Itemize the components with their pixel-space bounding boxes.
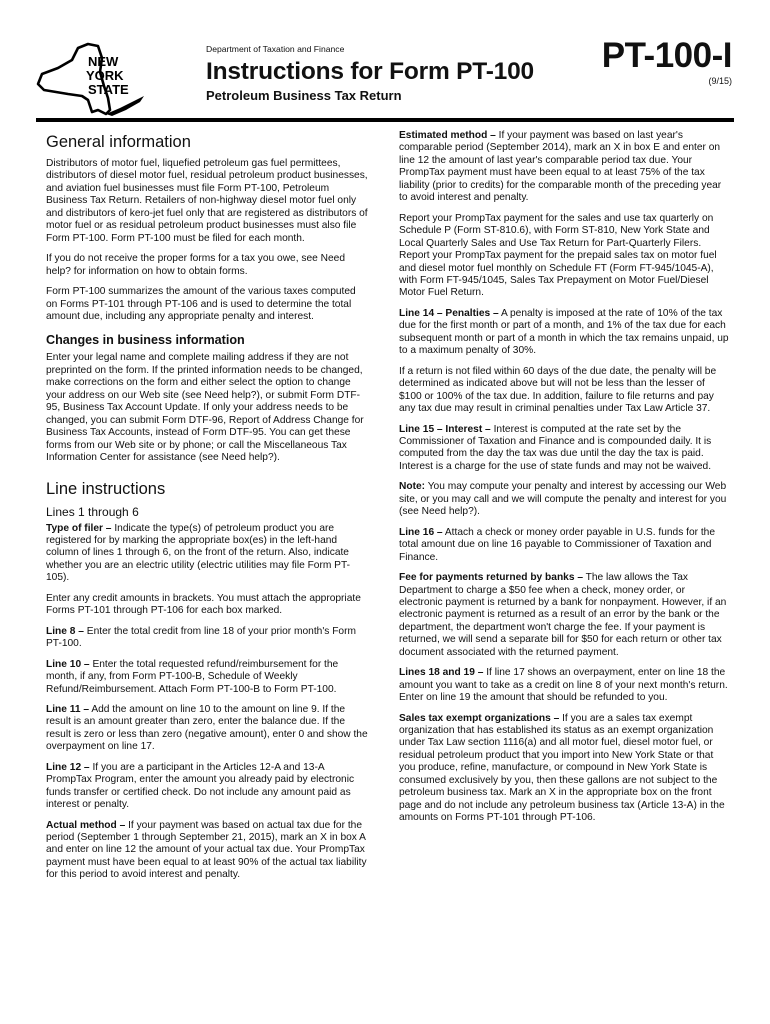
right-column bbox=[399, 130, 729, 833]
line-12-paragraph bbox=[46, 762, 368, 812]
exempt-organizations-label: Sales tax exempt organizations – bbox=[399, 712, 560, 724]
lines-18-19-label: Lines 18 and 19 – bbox=[399, 667, 484, 679]
general-info-paragraph-3: Form PT-100 summarizes the amount of the various taxes computed on Forms PT-101 through PT-106 and is used to determine the total amount due, including any appropriate penalty and interest. bbox=[46, 286, 356, 322]
header-divider bbox=[36, 118, 734, 122]
note-label: Note: bbox=[399, 481, 426, 493]
returned-payment-fee-paragraph bbox=[399, 572, 729, 659]
line-16-label: Line 16 – bbox=[399, 526, 443, 538]
logo-text-state: STATE bbox=[88, 82, 129, 97]
returned-payment-fee-text: The law allows the Tax Department to charge a $50 fee when a check, money order, or electronic payment is returned by a bank for nonpayment. However, if an electronic payment is returned as a result of an error by the bank or the department, the department won't charge the fee. If your payment is returned, we will send a separate bill for $50 for each return or other tax document associated with the returned payment. bbox=[399, 572, 727, 658]
line-14-text: A penalty is imposed at the rate of 10% of the tax due for the first month or part of a month, and 1% of the tax due for each subsequent month or part of a month in which the tax remains unpaid, up to a maximum penalty of 30%. bbox=[399, 307, 729, 357]
line-15-paragraph bbox=[399, 424, 729, 474]
line-8-paragraph bbox=[46, 626, 368, 651]
department-name: Department of Taxation and Finance bbox=[206, 44, 345, 54]
line-8-text: Enter the total credit from line 18 of your prior month's Form PT-100. bbox=[46, 625, 356, 650]
estimated-method-text: If your payment was based on last year's comparable period (September 2014), mark an X in box E and enter on line 12 the amount of last year's comparable period tax due. Your PrompTax payment must have been equal to at least 75% of the tax liability (prior to credits) for the comparable month of the preceding year to avoid interest and penalty. bbox=[399, 130, 722, 204]
page-title: Instructions for Form PT-100 bbox=[206, 58, 534, 85]
line-11-text: Add the amount on line 10 to the amount on line 9. If the result is an amount greater than zero, enter the balance due. If the result is zero or less than zero (negative amount), enter 0 and show the overpayment on line 17. bbox=[46, 703, 368, 753]
estimated-method-label: Estimated method – bbox=[399, 130, 496, 141]
line-14-label: Line 14 – Penalties – bbox=[399, 307, 499, 319]
line-16-text: Attach a check or money order payable in U.S. funds for the total amount due on line 16 payable to Commissioner of Taxation and Finance. bbox=[399, 526, 716, 563]
general-info-paragraph-1: Distributors of motor fuel, liquefied petroleum gas fuel permittees, distributors of diesel motor fuel, residual petroleum product businesses, and aviation fuel businesses must file Form PT-100, Petroleum Business Tax Return. Retailers of non-highway diesel motor fuel only and distributors of kero-jet fuel only that are registered as distributors of motor fuel or as residual petroleum product businesses must also file Form PT-100. Form PT-100 must be filed for each month. bbox=[46, 158, 368, 244]
actual-method-text: If your payment was based on actual tax due for the period (September 1 through September 21, 2015), mark an X in box A and enter on line 12 the amount of your actual tax due. Your PrompTax payment must have been equal to at least 90% of the actual tax liability for this period to avoid interest and penalty. bbox=[46, 819, 367, 881]
exempt-organizations-text: If you are a sales tax exempt organization that has established its status as an exempt organization under Tax Law section 1116(a) and all motor fuel, diesel motor fuel, or residual petroleum product that you import into New York State or that you produce, refine, manufacture, or compound in New York State is consumed exclusively by you, then these gallons are not subject to the petroleum business tax. Mark an X in the appropriate box on the front page and do not include any petroleum business tax (Article 13-A) in the amounts on Forms PT-101 through PT-106. bbox=[399, 712, 725, 824]
logo-text-york: YORK bbox=[86, 68, 124, 83]
lines-18-19-text: If line 17 shows an overpayment, enter on line 18 the amount you want to take as a credit on line 8 of your next month's return. Enter on line 19 the amount that should be refunded to you. bbox=[399, 667, 728, 704]
exempt-organizations-paragraph bbox=[399, 713, 729, 825]
changes-paragraph: Enter your legal name and complete mailing address if they are not preprinted on the form. If the printed information needs to be changed, make corrections on the form and either select the option to change your address on our Web site (see Need help?), or submit Form DTF-95, Business Tax Account Update. If only your address needs to be changed, you can submit Form DTF-96, Report of Address Change for Business Tax Accounts, instead of Form DTF-95. You can get these forms from our Web site or by phone; or call the Miscellaneous Tax Information Center for assistance (see Need help?). bbox=[46, 352, 364, 464]
line-12-text: If you are a participant in the Articles 12-A and 13-A PrompTax Program, enter the amount you already paid by electronic funds transfer or certified check. Do not include any amount paid as interest or penalty. bbox=[46, 761, 355, 811]
line-10-label: Line 10 – bbox=[46, 658, 90, 670]
credits-paragraph: Enter any credit amounts in brackets. You must attach the appropriate Forms PT-101 through PT-106 for each box marked. bbox=[46, 592, 361, 617]
type-of-filer-text: Indicate the type(s) of petroleum product you are registered for by marking the appropriate box(es) in the left-hand column of lines 1 through 6, on the front of the return. Also, indicate whether you are an electric utility (electric utilities may file Form PT-105). bbox=[46, 522, 351, 584]
late-filing-paragraph: If a return is not filed within 60 days of the due date, the penalty will be determined as indicated above but will not be less than the lesser of $100 or 100% of the tax due. In addition, failure to file returns and pay any tax due may result in criminal penalties under Tax Law Article 37. bbox=[399, 365, 717, 415]
returned-payment-fee-label: Fee for payments returned by banks – bbox=[399, 572, 583, 584]
note-text: You may compute your penalty and interest by accessing our Web site, or you may call and we will compute the penalty and interest for you (see Need help?). bbox=[399, 481, 727, 518]
left-column bbox=[46, 130, 368, 890]
lines-18-19-paragraph bbox=[399, 667, 729, 704]
line-15-label: Line 15 – Interest – bbox=[399, 423, 491, 435]
line-11-paragraph bbox=[46, 704, 368, 754]
line-10-paragraph bbox=[46, 659, 368, 696]
logo-text-new: NEW bbox=[88, 54, 119, 69]
general-info-paragraph-2: If you do not receive the proper forms for a tax you owe, see Need help? for information on how to obtain forms. bbox=[46, 253, 345, 277]
note-paragraph bbox=[399, 481, 729, 518]
line-15-text: Interest is computed at the rate set by the Commissioner of Taxation and Finance and is compounded daily. It is computed from the day the tax was due until the day the tax is paid. Interest is a charge for the use of state funds and may not be waived. bbox=[399, 423, 712, 472]
line-11-label: Line 11 – bbox=[46, 703, 90, 715]
actual-method-label: Actual method – bbox=[46, 819, 126, 831]
line-10-text: Enter the total requested refund/reimbursement for the month, if any, from Form PT-100-B, Schedule of Weekly Refund/Reimbursement. Attach Form PT-100-B to Form PT-100. bbox=[46, 658, 339, 695]
line-instructions-heading: Line instructions bbox=[46, 479, 166, 498]
estimated-method-paragraph bbox=[399, 130, 729, 205]
line-14-paragraph bbox=[399, 308, 729, 358]
form-code: PT-100-I bbox=[601, 36, 732, 75]
lines-1-6-heading: Lines 1 through 6 bbox=[46, 504, 139, 519]
line-12-label: Line 12 – bbox=[46, 761, 90, 773]
revision-date: (9/15) bbox=[708, 76, 732, 86]
line-8-label: Line 8 – bbox=[46, 625, 84, 637]
line-16-paragraph bbox=[399, 527, 729, 564]
type-of-filer-paragraph bbox=[46, 523, 368, 585]
actual-method-paragraph bbox=[46, 820, 368, 882]
type-of-filer-label: Type of filer – bbox=[46, 522, 112, 534]
changes-heading: Changes in business information bbox=[46, 333, 245, 348]
page-subtitle: Petroleum Business Tax Return bbox=[206, 88, 402, 103]
report-promptax-paragraph: Report your PrompTax payment for the sales and use tax quarterly on Schedule P (Form ST-810.6), with Form ST-810, New York State and Local Quarterly Sales and Use Tax Return for Part-Quarterly Filers. Report your PrompTax payment for the prepaid sales tax on motor fuel and diesel motor fuel monthly on Schedule FT (Form FT-945/1045-A), with Form FT-945/1045, Sales Tax Prepayment on Motor Fuel/Diesel Motor Fuel Return. bbox=[399, 212, 717, 299]
new-york-state-logo bbox=[28, 38, 156, 118]
general-info-heading: General information bbox=[46, 133, 191, 151]
